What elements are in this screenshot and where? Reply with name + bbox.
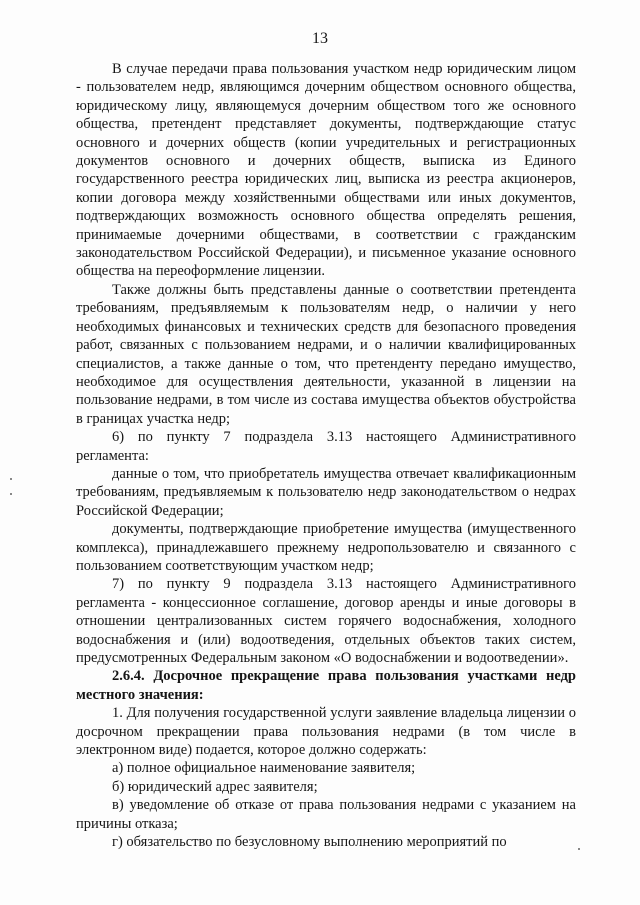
paragraph-qualification-data: данные о том, что приобретатель имущества отвечает квалификационным требованиям, предъявляемым к пользователю недр законодательством о недрах Российской Федерации; xyxy=(76,465,576,519)
document-body xyxy=(76,60,576,851)
scan-speck xyxy=(578,848,580,850)
list-item-v: в) уведомление об отказе от права пользования недрами с указанием на причины отказа; xyxy=(76,797,576,832)
paragraph-item-6: 6) по пункту 7 подраздела 3.13 настоящего Административного регламента: xyxy=(76,429,576,464)
list-item-a: а) полное официальное наименование заявителя; xyxy=(112,760,416,777)
list-item-g: г) обязательство по безусловному выполнению мероприятий по xyxy=(112,834,507,851)
paragraph-item-7: 7) по пункту 9 подраздела 3.13 настоящего Административного регламента - концессионное соглашение, договор аренды и иные договоры в отношении централизованных систем горячего водоснабжения, холодного водоснабжения и (или) водоотведения, отдельных объектов таких систем, предусмотренных Федеральным законом «О водоснабжении и водоотведении». xyxy=(76,576,576,666)
paragraph-subsidiary-transfer: В случае передачи права пользования участком недр юридическим лицом - пользователем недр, являющимся дочерним обществом основного общества, юридическому лицу, являющемуся дочерним обществом того же основного общества, претендент представляет документы, подтверждающие статус основного и дочерних обществ (копии учредительных и регистрационных документов основного и дочерних обществ, выписка из Единого государственного реестра юридических лиц, выписка из реестра акционеров, копии договора между хозяйственными обществами или иных документов, подтверждающих возможность основного общества определять решения, принимаемые дочерними обществами, в соответствии с гражданским законодательством Российской Федерации), и письменное указание основного общества на переоформление лицензии. xyxy=(76,61,576,280)
list-item-b: б) юридический адрес заявителя; xyxy=(112,778,318,795)
section-heading-2-6-4: 2.6.4. Досрочное прекращение права пользования участками недр местного значения: xyxy=(76,668,576,703)
page-number: 13 xyxy=(312,30,328,47)
scan-speck xyxy=(10,493,12,495)
paragraph-property-documents: документы, подтверждающие приобретение имущества (имущественного комплекса), принадлежавшего прежнему недропользователю и связанного с пользованием соответствующим участком недр; xyxy=(76,521,576,574)
paragraph-compliance-data: Также должны быть представлены данные о соответствии претендента требованиям, предъявляемым к пользователям недр, о наличии у него необходимых финансовых и технических средств для безопасного проведения работ, связанных с пользованием недрами, и о наличии квалифицированных специалистов, а также данные о том, что претенденту передано имущество, необходимое для осуществления деятельности, указанной в лицензии на пользование недрами, в том числе из состава имущества объектов обустройства в границах участка недр; xyxy=(76,281,576,427)
scan-speck xyxy=(10,478,12,480)
paragraph-application-requirements: 1. Для получения государственной услуги заявление владельца лицензии о досрочном прекращении права пользования недрами (в том числе в электронном виде) подается, которое должно содержать: xyxy=(76,705,576,759)
